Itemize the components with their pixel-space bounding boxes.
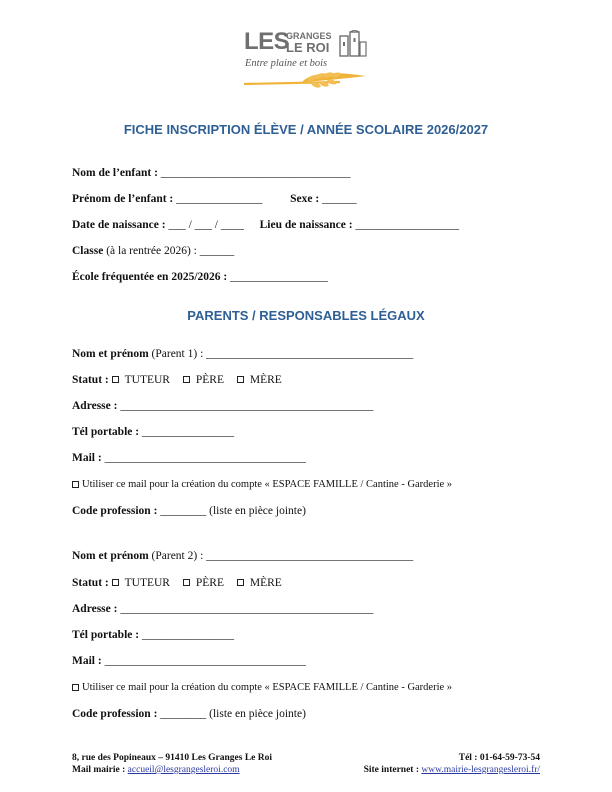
castle-icon [338, 30, 368, 58]
parent1-name-label: Nom et prénom [72, 348, 149, 360]
footer-mail-label: Mail mairie : [72, 765, 126, 775]
birth-date-label: Date de naissance : [72, 219, 166, 231]
parent1-mail-row [72, 451, 306, 465]
parent2-consent-checkbox[interactable] [72, 684, 79, 691]
parent1-name-row [72, 347, 413, 361]
parent2-name-note: (Parent 2) : [151, 550, 204, 562]
parent2-code-label: Code profession : [72, 708, 158, 720]
checkbox-icon[interactable] [237, 579, 244, 586]
child-name-label: Nom de l’enfant : [72, 167, 158, 179]
class-row [72, 244, 234, 258]
footer-mail-row [72, 764, 272, 776]
class-label: Classe [72, 245, 104, 257]
parent1-phone-label: Tél portable : [72, 426, 140, 438]
parent1-phone-row [72, 425, 234, 439]
child-firstname-label: Prénom de l’enfant : [72, 193, 174, 205]
birth-place-field[interactable]: __________________ [355, 219, 459, 231]
child-name-field[interactable]: _________________________________ [160, 167, 351, 179]
school-field[interactable]: _________________ [230, 271, 328, 283]
parent1-mail-field[interactable]: ___________________________________ [104, 452, 306, 464]
logo-les: LES [244, 28, 290, 55]
form-title: FICHE INSCRIPTION ÉLÈVE / ANNÉE SCOLAIRE 2026/2027 [123, 122, 489, 137]
parent2-mail-label: Mail : [72, 655, 102, 667]
logo-tagline: Entre plaine et bois [245, 58, 328, 69]
checkbox-icon[interactable] [112, 579, 119, 586]
parent1-code-label: Code profession : [72, 505, 158, 517]
footer-left [72, 752, 272, 776]
footer-site-link[interactable]: www.mairie-lesgrangesleroi.fr/ [421, 765, 540, 775]
footer-site-label: Site internet : [363, 765, 419, 775]
checkbox-icon[interactable] [183, 579, 190, 586]
parent2-phone-row [72, 628, 234, 642]
parent2-option-mere[interactable]: MÈRE [237, 576, 282, 590]
child-firstname-row [72, 192, 357, 206]
parent2-consent-text: Utiliser ce mail pour la création du compte « ESPACE FAMILLE / Cantine - Garderie » [82, 682, 453, 693]
parent2-name-field[interactable]: ____________________________________ [206, 550, 414, 562]
footer-site-row [364, 764, 540, 776]
parent2-name-row [72, 549, 413, 563]
parent2-address-label: Adresse : [72, 603, 118, 615]
wheat-icon [244, 70, 368, 90]
parent2-option-pere[interactable]: PÈRE [183, 576, 224, 590]
child-firstname-field[interactable]: _______________ [176, 193, 263, 205]
parent1-code-row [72, 504, 306, 518]
municipality-logo [244, 28, 374, 92]
school-label: École fréquentée en 2025/2026 : [72, 271, 228, 283]
parent1-status-label: Statut : [72, 374, 109, 386]
parent1-option-pere[interactable]: PÈRE [183, 373, 224, 387]
parent1-phone-field[interactable]: ________________ [141, 426, 234, 438]
school-row [72, 270, 328, 284]
parent2-option-tuteur[interactable]: TUTEUR [112, 576, 170, 590]
checkbox-icon[interactable] [112, 376, 119, 383]
parent2-consent-row [72, 681, 452, 695]
parent1-mail-label: Mail : [72, 452, 102, 464]
parent2-mail-field[interactable]: ___________________________________ [104, 655, 306, 667]
parent1-consent-row [72, 478, 452, 492]
birth-date-field[interactable]: ___ / ___ / ____ [168, 219, 244, 231]
sex-field[interactable]: ______ [322, 193, 357, 205]
parent2-code-row [72, 707, 306, 721]
class-note: (à la rentrée 2026) : [106, 245, 197, 257]
logo-le-roi: LE ROI [286, 40, 330, 55]
parent1-consent-checkbox[interactable] [72, 481, 79, 488]
parent2-status-row [72, 576, 292, 590]
parent2-mail-row [72, 654, 306, 668]
birth-row [72, 218, 459, 232]
parents-heading: PARENTS / RESPONSABLES LÉGAUX [187, 308, 425, 323]
parent1-code-field[interactable]: ________ [160, 505, 207, 517]
parent2-phone-field[interactable]: ________________ [141, 629, 234, 641]
footer-mail-link[interactable]: accueil@lesgrangesleroi.com [127, 765, 240, 775]
parent2-phone-label: Tél portable : [72, 629, 140, 641]
parent1-address-label: Adresse : [72, 400, 118, 412]
parent1-option-tuteur[interactable]: TUTEUR [112, 373, 170, 387]
parent2-code-note: (liste en pièce jointe) [209, 708, 306, 720]
sex-label: Sexe : [290, 193, 320, 205]
parent2-status-label: Statut : [72, 577, 109, 589]
parent2-address-row [72, 602, 373, 616]
parent2-address-field[interactable]: ____________________________________________ [120, 603, 374, 615]
parent1-option-mere[interactable]: MÈRE [237, 373, 282, 387]
parent1-address-field[interactable]: ____________________________________________ [120, 400, 374, 412]
parent1-address-row [72, 399, 373, 413]
checkbox-icon[interactable] [183, 376, 190, 383]
parent1-status-row [72, 373, 292, 387]
parent2-code-field[interactable]: ________ [160, 708, 207, 720]
footer-address: 8, rue des Popineaux – 91410 Les Granges Le Roi [72, 753, 273, 763]
footer-right [364, 752, 540, 776]
footer-phone: Tél : 01-64-59-73-54 [458, 753, 540, 763]
checkbox-icon[interactable] [237, 376, 244, 383]
parent1-name-note: (Parent 1) : [151, 348, 204, 360]
parent2-name-label: Nom et prénom [72, 550, 149, 562]
logo-granges: GRANGES [286, 31, 332, 41]
parent1-code-note: (liste en pièce jointe) [209, 505, 306, 517]
class-field[interactable]: ______ [199, 245, 235, 257]
parent1-name-field[interactable]: ____________________________________ [206, 348, 414, 360]
birth-place-label: Lieu de naissance : [259, 219, 353, 231]
child-name-row [72, 166, 351, 180]
parent1-consent-text: Utiliser ce mail pour la création du compte « ESPACE FAMILLE / Cantine - Garderie » [82, 479, 453, 490]
